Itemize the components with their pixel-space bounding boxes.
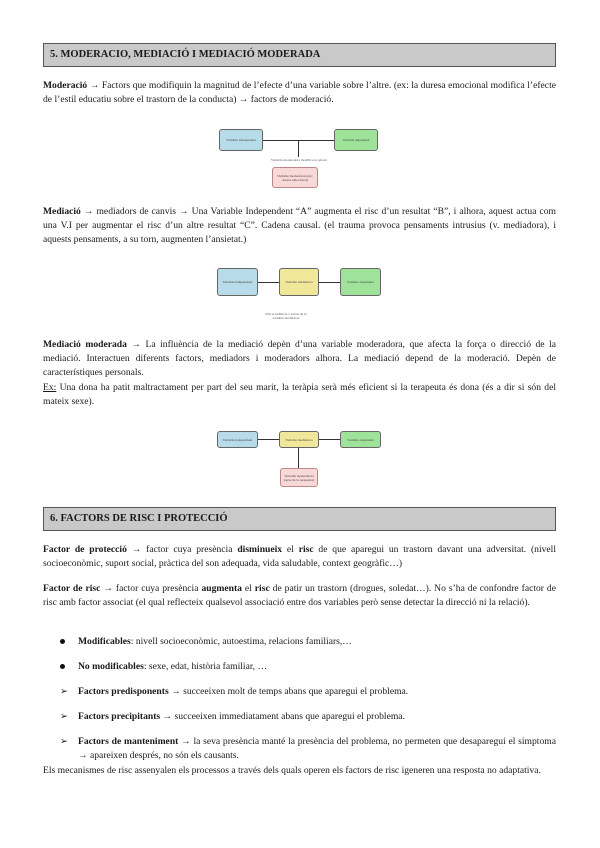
list-item-manteniment [62, 735, 556, 763]
mediacio-moderada-paragraph [43, 338, 556, 409]
item-text: : sexe, edat, història familiar, … [143, 661, 268, 672]
item-term: Factors predisponents [78, 686, 169, 697]
moderacio-text: → Factors que modifiquin la magnitud de l’efecte d’una variable sobre l’altre. (ex: la duresa emocional modifica l’efecte de l’estil educatiu sobre el trastorn de la conducta) → factors de moderació. [43, 80, 556, 106]
section-5-header [43, 43, 556, 67]
proteccio-paragraph [43, 543, 556, 571]
bullet-icon [60, 660, 74, 674]
mediacio-term: Mediació [43, 206, 81, 217]
mediacio-moderada-text: → La influència de la mediació depèn d’una variable moderadora, que afecta la força o direcció de la mediació. Interactuen diferents factors, mediadors i moderadors alhora. La mediació depend de la moderació. Depèn de característiques personals. [43, 339, 556, 379]
risc-text-a: → factor cuya presència [100, 583, 202, 594]
bullet-icon [60, 635, 74, 649]
mediacio-text: → mediadors de canvis → Una Variable Independent “A” augmenta el risc d’un resultat “B”, i alhora, aquest actua com una V.I per augmentar el risc d’un altre resultat “C”. Cadena causal. (el trauma provoca pensaments intrusius (v. mediadora), i aquests pensaments, a su torn, augmenten l’ansietat.) [43, 206, 556, 246]
mediacio-moderada-term: Mediació moderada [43, 339, 127, 350]
item-term: Factors de manteniment [78, 736, 179, 747]
diag1-dependent-label: Variable dependent [342, 138, 370, 142]
diag1-independent-label: Variable independent [226, 138, 256, 142]
diag1-moderator-label: Variable moderadora (ex: duresa emocional) [277, 173, 313, 182]
closing-paragraph: Els mecanismes de risc assenyalen els processos a través dels quals operen els factors de risc igeneren una resposta no adaptativa. [43, 765, 541, 776]
arrowhead-icon: ➢ [60, 736, 69, 747]
item-text: : nivell socioeconòmic, autoestima, relacions familiars,… [130, 636, 352, 647]
section-6-title: 6. FACTORS DE RISC I PROTECCIÓ [50, 513, 228, 524]
list-item-no-modificables [62, 660, 556, 674]
risc-paragraph [43, 582, 556, 610]
moderacio-term: Moderació [43, 80, 88, 91]
risc-term: Factor de risc [43, 583, 101, 594]
diag3-mediator-label: Variable mediadora [285, 437, 313, 442]
list-item-predisponents [62, 685, 556, 699]
diag2-note: Efecte indirecte a través de la variable mediadora [265, 312, 307, 320]
diag1-dependent-box [334, 129, 378, 151]
section-5-title: 5. MODERACIO, MEDIACIÓ I MEDIACIÓ MODERADA [50, 49, 321, 60]
diag3-independent-label: Variable independent [222, 437, 253, 442]
diag3-mediator-box [279, 431, 319, 448]
diag2-independent-box [217, 268, 258, 296]
list-item-precipitants [62, 710, 556, 724]
moderacio-paragraph [43, 79, 556, 107]
diag3-moderator-box [280, 468, 318, 487]
arrowhead-icon: ➢ [60, 711, 69, 722]
diag2-connector-1 [258, 282, 279, 283]
proteccio-text-a: → factor cuya presència [126, 544, 238, 555]
risc-text-e: de patir un trastorn (drogues, soledat…). No s’ha de confondre factor de risc amb factor associat (el qual reflecteix qualsevol associació entre dos variables però sense detectar la direcció ni la relació). [43, 583, 556, 609]
item-text: → la seva presència manté la presència del problema, no permeten que desaparegui el símptoma → apareixen després, no són els causants. [78, 736, 556, 762]
section-6-header [43, 507, 556, 531]
item-text: → succeeixen immediatament abans que aparegui el problema. [160, 711, 405, 722]
diag1-mod-arrow [298, 141, 299, 157]
list-item-modificables [62, 635, 556, 649]
diag2-mediator-box [279, 268, 319, 296]
example-text: Una dona ha patit maltractament per part del seu marit, la teràpia serà més eficient si la terapeuta és dona (és a dir si són del mateix sexe). [43, 381, 556, 407]
item-term: Modificables [78, 636, 131, 647]
proteccio-text-d: risc [298, 544, 314, 555]
diag2-independent-label: Variable independent [222, 280, 253, 284]
diag1-moderator-box [272, 167, 318, 188]
diag2-dependent-box [340, 268, 381, 296]
proteccio-text-b: disminueix [237, 544, 283, 555]
proteccio-term: Factor de protecció [43, 544, 127, 555]
diag2-mediator-label: Variable mediadora [285, 280, 313, 284]
risc-text-c: el [241, 583, 255, 594]
diag3-connector-1 [258, 439, 279, 440]
diag3-connector-2 [319, 439, 340, 440]
risc-text-d: risc [254, 583, 270, 594]
diag3-independent-box [217, 431, 258, 448]
diag2-dependent-label: Variable dependent [347, 280, 374, 284]
item-text: → succeeixen molt de temps abans que aparegui el problema. [168, 686, 409, 697]
diag2-connector-2 [319, 282, 340, 283]
example-label: Ex: [43, 381, 57, 393]
item-term: No modificables [78, 661, 144, 672]
proteccio-text-e: de que aparegui un trastorn davant una adversitat. (nivell socioeconòmic, suport social, pràctica del son adequada, vida saludable, context geogràfic…) [43, 544, 557, 570]
diag3-moderator-label: Variable moderadora (sexe de la terapeuta) [284, 473, 314, 482]
item-term: Factors precipitants [78, 711, 161, 722]
diag1-note: Variable moderadora modifica la relació [270, 158, 328, 162]
diag1-independent-box [219, 129, 263, 151]
diag3-dependent-label: Variable dependent [347, 437, 374, 442]
proteccio-text-c: el [282, 544, 299, 555]
risc-text-b: augmenta [201, 583, 242, 594]
diag3-dependent-box [340, 431, 381, 448]
arrowhead-icon: ➢ [60, 686, 69, 697]
diag3-mod-arrow [298, 448, 299, 468]
mediacio-paragraph [43, 205, 556, 248]
